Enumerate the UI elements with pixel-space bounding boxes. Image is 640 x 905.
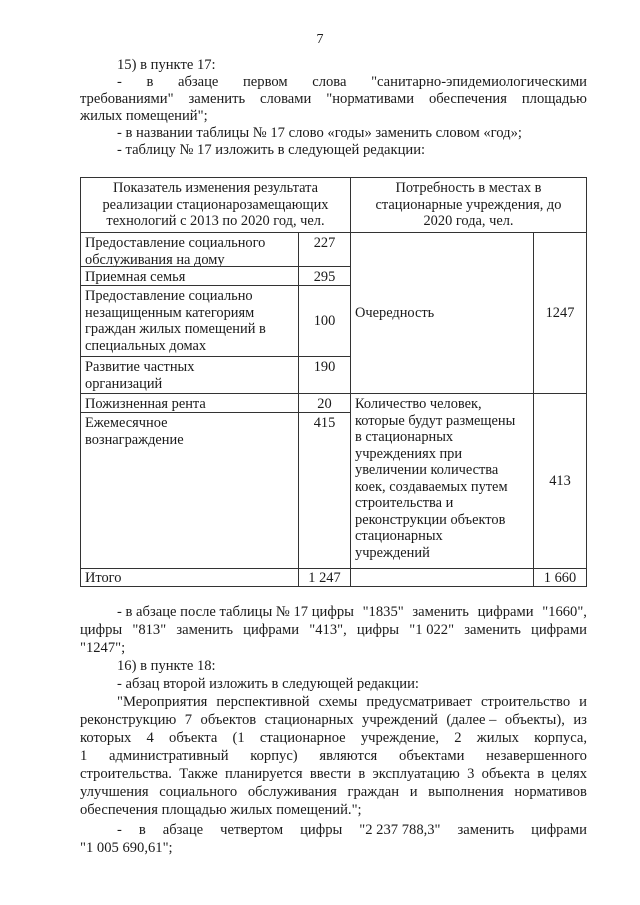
quote-last-line: обеспечения площадью жилых помещений."; bbox=[80, 802, 362, 818]
word: - bbox=[117, 822, 122, 838]
word: цифры bbox=[80, 622, 123, 638]
quote-line bbox=[80, 730, 587, 747]
word: целях bbox=[551, 766, 587, 782]
word: 4 bbox=[146, 730, 154, 746]
word: выполнения bbox=[428, 784, 504, 800]
table-header-right: Потребность в местах в стационарные учреждения, до 2020 года, чел. bbox=[350, 177, 587, 233]
word: схемы bbox=[318, 694, 358, 710]
word: строительство bbox=[480, 694, 571, 710]
word: требованиями" bbox=[80, 91, 174, 107]
word: 2 bbox=[454, 730, 462, 746]
group-queue-label: Очередность bbox=[350, 232, 534, 394]
word: - в абзаце после таблицы № 17 цифры bbox=[117, 604, 354, 620]
table-row-label: Ежемесячное вознаграждение bbox=[80, 412, 299, 569]
word: "1835" bbox=[362, 604, 404, 620]
total-right-value: 1 660 bbox=[533, 568, 587, 587]
after-table-line2 bbox=[80, 622, 587, 639]
word: планируется bbox=[224, 766, 303, 782]
word: предусматривает bbox=[366, 694, 472, 710]
after-table-line1 bbox=[117, 604, 587, 621]
section16-item1: - абзац второй изложить в следующей редакции: bbox=[117, 676, 419, 692]
word: объекта bbox=[169, 730, 218, 746]
word: Также bbox=[179, 766, 218, 782]
word: обслуживания bbox=[247, 784, 337, 800]
after-table-line3: "1247"; bbox=[80, 640, 126, 656]
word: 3 bbox=[467, 766, 475, 782]
quote-line bbox=[80, 712, 587, 729]
word: (далее – bbox=[446, 712, 497, 728]
word: "санитарно-эпидемиологическими bbox=[371, 74, 587, 90]
word: цифры bbox=[356, 622, 400, 638]
page-number: 7 bbox=[316, 32, 324, 47]
total-right-empty bbox=[350, 568, 534, 587]
group-queue-value: 1247 bbox=[533, 232, 587, 394]
word: объекта bbox=[481, 766, 530, 782]
word: нормативов bbox=[514, 784, 587, 800]
word: "413", bbox=[309, 622, 347, 638]
word: цифрами bbox=[531, 822, 587, 838]
word: являются bbox=[319, 748, 378, 764]
table-header-left: Показатель изменения результата реализации стационарозамещающих технологий с 2013 по 2020 год, чел. bbox=[80, 177, 351, 233]
word: граждан bbox=[347, 784, 400, 800]
word: учреждений bbox=[362, 712, 438, 728]
word: цифрами bbox=[243, 622, 300, 638]
word: заменить bbox=[412, 604, 469, 620]
word: из bbox=[573, 712, 587, 728]
word: корпуса, bbox=[534, 730, 587, 746]
word: словами bbox=[260, 91, 312, 107]
word: корпус) bbox=[250, 748, 298, 764]
section15-heading: 15) в пункте 17: bbox=[117, 57, 216, 73]
word: первом bbox=[243, 74, 288, 90]
word: которых bbox=[80, 730, 132, 746]
word: абзаце bbox=[177, 74, 219, 90]
word: площадью bbox=[521, 91, 587, 107]
word: улучшения bbox=[80, 784, 149, 800]
table-row-value: 227 bbox=[298, 232, 351, 267]
word: жилых bbox=[476, 730, 519, 746]
word: в bbox=[138, 822, 146, 838]
word: цифры bbox=[300, 822, 343, 838]
word: "1 022" bbox=[409, 622, 455, 638]
word: стационарных bbox=[264, 712, 354, 728]
group-capacity-label: Количество человек, которые будут размещены в стационарных учреждениях при увеличении количества коек, создаваемых путем строительства и реконструкции объектов стационарных учреждений bbox=[350, 393, 534, 569]
word: объекты), bbox=[504, 712, 565, 728]
section16-item2 bbox=[117, 822, 587, 839]
word: слова bbox=[312, 74, 347, 90]
word: "Мероприятия bbox=[117, 694, 208, 710]
word: заменить bbox=[464, 622, 521, 638]
word: и bbox=[409, 784, 418, 800]
total-label: Итого bbox=[80, 568, 299, 587]
word: "2 237 788,3" bbox=[359, 822, 441, 838]
quote-line bbox=[80, 766, 587, 783]
word: социального bbox=[159, 784, 238, 800]
word: заменить bbox=[457, 822, 515, 838]
table-row-label: Предоставление социального обслуживания на дому bbox=[80, 232, 299, 267]
table-row-label: Пожизненная рента bbox=[80, 393, 299, 413]
word: перспективной bbox=[216, 694, 310, 710]
section15-item1-line1 bbox=[117, 74, 587, 91]
word: в bbox=[537, 766, 545, 782]
quote-line bbox=[117, 694, 587, 711]
word: ввести bbox=[309, 766, 352, 782]
word: 1 bbox=[80, 748, 88, 764]
section15-item1-line3: жилых помещений"; bbox=[80, 108, 208, 124]
section15-item1-line2 bbox=[80, 91, 587, 108]
table-row-value: 20 bbox=[298, 393, 351, 413]
word: - bbox=[117, 74, 122, 90]
table-17 bbox=[80, 177, 587, 587]
total-left-value: 1 247 bbox=[298, 568, 351, 587]
word: заменить bbox=[176, 622, 233, 638]
table-row-label: Предоставление социально незащищенным категориям граждан жилых помещений в специальных домах bbox=[80, 285, 299, 357]
table-row-label: Развитие частных организаций bbox=[80, 356, 299, 394]
section15-item3: - таблицу № 17 изложить в следующей редакции: bbox=[117, 142, 426, 158]
section15-item2: - в названии таблицы № 17 слово «годы» заменить словом «год»; bbox=[117, 125, 522, 141]
word: "нормативами bbox=[326, 91, 415, 107]
word: эксплуатацию bbox=[372, 766, 460, 782]
word: в bbox=[358, 766, 366, 782]
word: незавершенного bbox=[486, 748, 587, 764]
word: учреждение, bbox=[360, 730, 440, 746]
word: "1660", bbox=[542, 604, 587, 620]
word: заменить bbox=[188, 91, 246, 107]
word: четвертом bbox=[220, 822, 284, 838]
word: в bbox=[146, 74, 154, 90]
table-row-value: 415 bbox=[298, 412, 351, 569]
word: объектами bbox=[399, 748, 465, 764]
word: стационарное bbox=[259, 730, 346, 746]
quote-line bbox=[80, 784, 587, 801]
word: (1 bbox=[232, 730, 245, 746]
quote-line bbox=[80, 748, 587, 765]
word: реконструкцию bbox=[80, 712, 177, 728]
word: и bbox=[579, 694, 587, 710]
table-row-value: 100 bbox=[298, 285, 351, 357]
table-row-value: 190 bbox=[298, 356, 351, 394]
word: обеспечения bbox=[429, 91, 507, 107]
table-row-value: 295 bbox=[298, 266, 351, 286]
word: 7 bbox=[184, 712, 193, 728]
word: объектов bbox=[200, 712, 257, 728]
word: административный bbox=[109, 748, 229, 764]
word: цифрами bbox=[531, 622, 587, 638]
table-row-label: Приемная семья bbox=[80, 266, 299, 286]
section16-heading: 16) в пункте 18: bbox=[117, 658, 216, 674]
word: цифрами bbox=[477, 604, 534, 620]
group-capacity-value: 413 bbox=[533, 393, 587, 569]
word: строительства. bbox=[80, 766, 172, 782]
section16-item2-last: "1 005 690,61"; bbox=[80, 840, 173, 856]
word: абзаце bbox=[162, 822, 204, 838]
word: "813" bbox=[132, 622, 167, 638]
